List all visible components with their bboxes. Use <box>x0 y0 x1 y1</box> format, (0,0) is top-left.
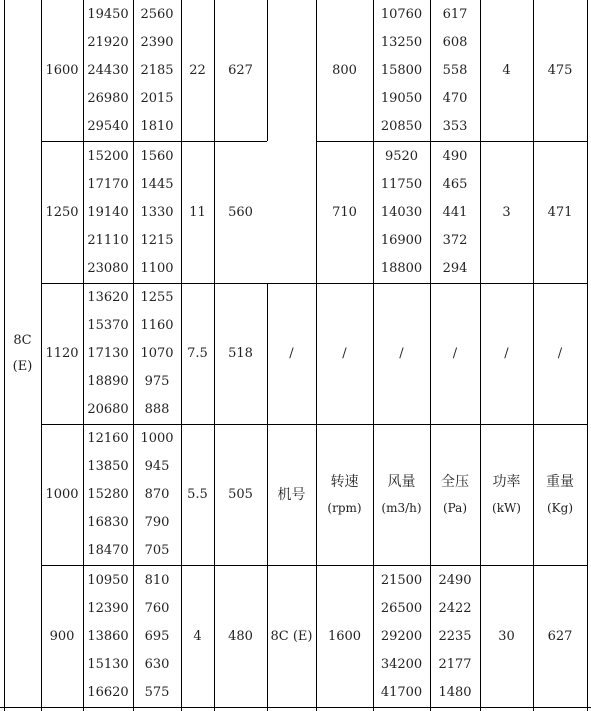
right-speed-cell: 1600 <box>327 628 362 644</box>
right-flow-cell <box>373 566 430 707</box>
pressure-value: 2015 <box>140 91 174 106</box>
flow-value: 15130 <box>87 656 129 672</box>
header-label: 风量 <box>387 474 416 490</box>
pressure-value: 608 <box>442 35 468 50</box>
header-unit: (Kg) <box>546 501 573 515</box>
flow-value: 12160 <box>87 431 129 446</box>
speed-cell: 1120 <box>45 346 79 361</box>
flow-value: 21110 <box>87 233 129 248</box>
right-weight-cell: 627 <box>547 628 573 644</box>
weight-cell: 505 <box>228 487 253 502</box>
power-cell: 4 <box>193 628 202 644</box>
flow-value: 9520 <box>384 149 419 164</box>
pressure-value: 2177 <box>438 656 472 672</box>
header-weight <box>533 425 587 565</box>
pressure-value: 705 <box>144 543 170 558</box>
right-flow-cell <box>373 1 430 141</box>
right-speed-cell: 800 <box>332 62 357 78</box>
pressure-value: 1480 <box>438 684 472 700</box>
flow-value: 19450 <box>87 7 129 22</box>
header-label: 重量 <box>546 474 574 490</box>
speed-cell: 1250 <box>45 204 79 220</box>
pressure-value: 465 <box>442 177 468 192</box>
right-power-cell: 30 <box>498 628 515 644</box>
flow-value: 15370 <box>87 318 129 333</box>
right-flow-cell <box>373 143 430 283</box>
header-pressure <box>430 425 480 565</box>
flow-value: 10760 <box>380 7 423 22</box>
pressure-value: 870 <box>144 487 170 502</box>
flow-value: 17130 <box>87 346 129 361</box>
pressure-cell <box>133 284 181 424</box>
flow-value: 11750 <box>380 177 423 192</box>
pressure-value: 790 <box>144 515 170 530</box>
header-unit: (kW) <box>492 501 521 515</box>
right-model-cell: / <box>289 346 294 361</box>
flow-cell <box>83 425 133 565</box>
pressure-value: 1810 <box>140 119 174 134</box>
pressure-value: 2235 <box>438 628 472 644</box>
header-unit: (rpm) <box>327 501 362 515</box>
power-cell: 5.5 <box>187 487 208 502</box>
pressure-cell <box>133 566 181 707</box>
right-pressure-cell <box>430 143 480 283</box>
flow-value: 17170 <box>87 177 129 192</box>
flow-value: 19050 <box>380 91 423 106</box>
pressure-value: 470 <box>442 91 468 106</box>
pressure-value: 2560 <box>140 7 174 22</box>
header-label: 转速 <box>330 474 359 490</box>
pressure-value: 1560 <box>140 149 174 164</box>
header-flow <box>373 425 430 565</box>
right-flow-cell: / <box>399 346 404 361</box>
pressure-value: 888 <box>144 402 170 417</box>
flow-value: 16900 <box>380 233 423 248</box>
speed-cell: 1600 <box>45 62 79 78</box>
right-power-cell: / <box>504 346 509 361</box>
flow-value: 15200 <box>87 149 129 164</box>
right-weight-cell: / <box>557 346 563 361</box>
flow-value: 26980 <box>87 91 129 106</box>
flow-value: 15280 <box>87 487 129 502</box>
pressure-value: 1070 <box>140 346 174 361</box>
pressure-value: 2390 <box>140 35 174 50</box>
pressure-value: 2422 <box>438 600 472 616</box>
flow-value: 34200 <box>380 656 423 672</box>
pressure-value: 353 <box>442 119 468 134</box>
pressure-value: 2185 <box>140 63 174 78</box>
series-label <box>4 0 41 707</box>
power-cell: 7.5 <box>187 346 208 361</box>
grid-line <box>267 0 268 141</box>
flow-cell <box>83 284 133 424</box>
header-unit: (m3/h) <box>381 501 422 515</box>
flow-cell <box>83 566 133 707</box>
flow-value: 13250 <box>380 35 423 50</box>
flow-value: 18890 <box>87 374 129 389</box>
pressure-value: 810 <box>144 572 170 588</box>
flow-value: 21920 <box>87 35 129 50</box>
pressure-value: 945 <box>144 459 170 474</box>
flow-value: 26500 <box>380 600 423 616</box>
pressure-value: 1330 <box>140 205 174 220</box>
flow-value: 14030 <box>380 205 423 220</box>
weight-cell: 480 <box>228 628 253 644</box>
pressure-value: 1160 <box>140 318 174 333</box>
flow-value: 13860 <box>87 628 129 644</box>
flow-value: 16830 <box>87 515 129 530</box>
flow-value: 24430 <box>87 63 129 78</box>
flow-value: 10950 <box>87 572 129 588</box>
header-label: 功率 <box>492 474 521 490</box>
pressure-cell <box>133 1 181 141</box>
flow-value: 19140 <box>87 205 129 220</box>
right-weight-cell: 475 <box>547 62 573 78</box>
flow-cell <box>83 143 133 283</box>
pressure-value: 1215 <box>140 233 174 248</box>
pressure-value: 372 <box>442 233 468 248</box>
weight-cell: 518 <box>228 346 253 361</box>
flow-value: 18470 <box>87 543 129 558</box>
pressure-value: 975 <box>144 374 170 389</box>
flow-value: 41700 <box>380 684 423 700</box>
pressure-value: 441 <box>442 205 468 220</box>
flow-value: 18800 <box>380 261 423 276</box>
pressure-cell <box>133 425 181 565</box>
flow-value: 16620 <box>87 684 129 700</box>
pressure-value: 760 <box>144 600 170 616</box>
pressure-value: 630 <box>144 656 170 672</box>
flow-value: 12390 <box>87 600 129 616</box>
flow-value: 13620 <box>87 290 129 305</box>
header-power <box>480 425 533 565</box>
right-weight-cell: 471 <box>547 204 573 220</box>
flow-value: 23080 <box>87 261 129 276</box>
pressure-value: 1255 <box>140 290 174 305</box>
flow-value: 13850 <box>87 459 129 474</box>
right-power-cell: 3 <box>502 204 511 220</box>
flow-cell <box>83 1 133 141</box>
right-model-cell: 8C (E) <box>270 628 313 644</box>
flow-value: 20680 <box>87 402 129 417</box>
pressure-value: 695 <box>144 628 170 644</box>
power-cell: 22 <box>189 62 206 78</box>
flow-value: 29540 <box>87 119 129 134</box>
flow-value: 21500 <box>380 572 423 588</box>
right-pressure-cell <box>430 1 480 141</box>
pressure-value: 294 <box>442 261 468 276</box>
weight-cell: 560 <box>228 204 253 220</box>
header-model: 机号 <box>277 487 306 503</box>
grid-line <box>587 0 588 711</box>
pressure-value: 1445 <box>140 177 174 192</box>
pressure-value: 575 <box>144 684 170 700</box>
flow-value: 15800 <box>380 63 423 78</box>
grid-line <box>0 707 591 708</box>
pressure-value: 2490 <box>438 572 472 588</box>
pressure-value: 558 <box>442 63 468 78</box>
flow-value: 29200 <box>380 628 423 644</box>
power-cell: 11 <box>189 204 206 220</box>
right-pressure-cell: / <box>452 346 458 361</box>
right-speed-cell: / <box>342 346 347 361</box>
series-label-line: (E) <box>12 358 33 374</box>
pressure-cell <box>133 143 181 283</box>
weight-cell: 627 <box>228 62 253 78</box>
speed-cell: 900 <box>49 628 75 644</box>
pressure-value: 1000 <box>140 431 174 446</box>
right-power-cell: 4 <box>502 62 511 78</box>
right-speed-cell: 710 <box>332 204 357 220</box>
pressure-value: 490 <box>442 149 468 164</box>
pressure-value: 617 <box>442 7 468 22</box>
series-label-line: 8C <box>13 332 32 348</box>
header-speed <box>316 425 373 565</box>
header-label: 全压 <box>441 474 469 490</box>
header-unit: (Pa) <box>442 501 468 515</box>
speed-cell: 1000 <box>45 487 79 502</box>
pressure-value: 1100 <box>140 261 174 276</box>
right-pressure-cell <box>430 566 480 707</box>
flow-value: 20850 <box>380 119 423 134</box>
